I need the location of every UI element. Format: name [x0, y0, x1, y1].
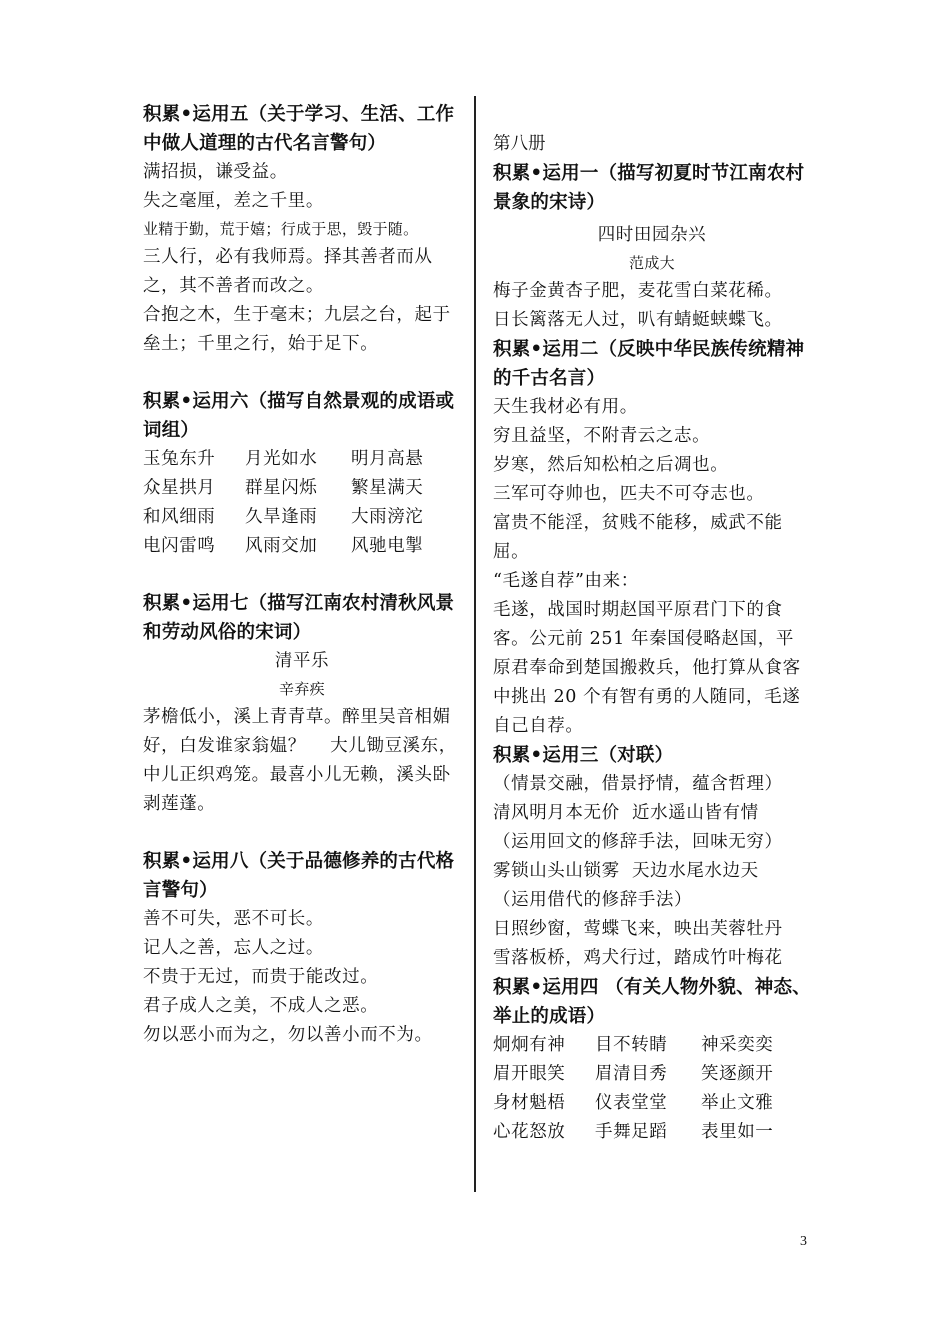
poem-line: 日长篱落无人过，叭有蜻蜓蛱蝶飞。: [493, 310, 783, 330]
text-line: 勿以恶小而为之，勿以善小而不为。: [143, 1025, 433, 1045]
poem-author: 辛弃疾: [279, 680, 325, 698]
idiom-row: 电闪雷鸣 风雨交加 风驰电掣: [143, 536, 424, 556]
right-column: [493, 100, 811, 1147]
text-line: 岁寒，然后知松柏之后凋也。: [493, 455, 729, 475]
text-line: 失之毫厘，差之千里。: [143, 191, 324, 211]
idiom-row: 和风细雨 久旱逢雨 大雨滂沱: [143, 507, 424, 527]
section-heading: 积累•运用八（关于品德修养的古代格言警句）: [143, 851, 455, 901]
text-line: 三人行，必有我师焉。择其善者而从之，其不善者而改之。: [143, 247, 433, 296]
idiom-row: 众星拱月 群星闪烁 繁星满天: [143, 478, 424, 498]
couplet-line: （情景交融，借景抒情，蕴含哲理）: [493, 774, 783, 794]
idiom-row: 身材魁梧 仪表堂堂 举止文雅: [493, 1093, 774, 1113]
poem-line: 梅子金黄杏子肥，麦花雪白菜花稀。: [493, 281, 783, 301]
couplet-line: 日照纱窗，莺蝶飞来，映出芙蓉牡丹: [493, 919, 783, 939]
text-line: 满招损，谦受益。: [143, 162, 288, 182]
text-line: 天生我材必有用。: [493, 397, 638, 417]
section-heading: 积累•运用一（描写初夏时节江南农村景象的宋诗）: [493, 163, 805, 213]
poem-title: 清平乐: [274, 651, 330, 671]
text-line: 不贵于无过，而贵于能改过。: [143, 967, 379, 987]
text-line: 穷且益坚，不附青云之志。: [493, 426, 711, 446]
couplet-line: （运用借代的修辞手法）: [493, 890, 693, 910]
couplet-line: 雪落板桥，鸡犬行过，踏成竹叶梅花: [493, 948, 783, 968]
idiom-row: 炯炯有神 目不转睛 神采奕奕: [493, 1035, 774, 1055]
page-number: 3: [800, 1234, 807, 1249]
story-title: “毛遂自荐”由来：: [493, 571, 639, 591]
left-column: [143, 100, 461, 1050]
section-heading: 积累•运用三（对联）: [493, 745, 674, 766]
idiom-row: 心花怒放 手舞足蹈 表里如一: [493, 1122, 774, 1142]
couplet-line: （运用回文的修辞手法，回味无穷）: [493, 832, 783, 852]
column-divider: [474, 96, 476, 1192]
volume-title: 第八册: [493, 134, 546, 154]
poem-title: 四时田园杂兴: [597, 225, 707, 245]
section-heading: 积累•运用二（反映中华民族传统精神的千古名言）: [493, 339, 805, 389]
story-text: 毛遂，战国时期赵国平原君门下的食客。公元前 251 年秦国侵略赵国，平原君奉命到楚国搬救兵，他打算从食客中挑出 20 个有智有勇的人随同，毛遂自己自荐。: [493, 600, 801, 736]
section-heading: 积累•运用六（描写自然景观的成语或词组）: [143, 391, 455, 441]
couplet-line: 清风明月本无价 近水遥山皆有情: [493, 803, 759, 823]
idiom-row: 玉兔东升 月光如水 明月高悬: [143, 449, 424, 469]
section-heading: 积累•运用七（描写江南农村清秋风景和劳动风俗的宋词）: [143, 593, 455, 643]
section-heading: 积累•运用五（关于学习、生活、工作中做人道理的古代名言警句）: [143, 104, 455, 154]
text-line: 善不可失，恶不可长。: [143, 909, 324, 929]
text-line: 君子成人之美，不成人之恶。: [143, 996, 379, 1016]
couplet-line: 雾锁山头山锁雾 天边水尾水边天: [493, 861, 759, 881]
text-line: 记人之善，忘人之过。: [143, 938, 324, 958]
text-line: 业精于勤，荒于嬉；行成于思，毁于随。: [143, 220, 419, 238]
poem-text: 茅檐低小，溪上青青草。醉里吴音相媚好，白发谁家翁媪？ 大儿锄豆溪东，中儿正织鸡笼。最喜小儿无赖，溪头卧剥莲蓬。: [143, 707, 457, 814]
idiom-row: 眉开眼笑 眉清目秀 笑逐颜开: [493, 1064, 774, 1084]
section-heading: 积累•运用四 （有关人物外貌、神态、举止的成语）: [493, 977, 811, 1027]
text-line: 富贵不能淫，贫贱不能移，威武不能屈。: [493, 513, 783, 562]
poem-author: 范成大: [629, 254, 675, 272]
text-line: 三军可夺帅也，匹夫不可夺志也。: [493, 484, 765, 504]
text-line: 合抱之木，生于毫末；九层之台，起于垒土；千里之行，始于足下。: [143, 305, 451, 354]
